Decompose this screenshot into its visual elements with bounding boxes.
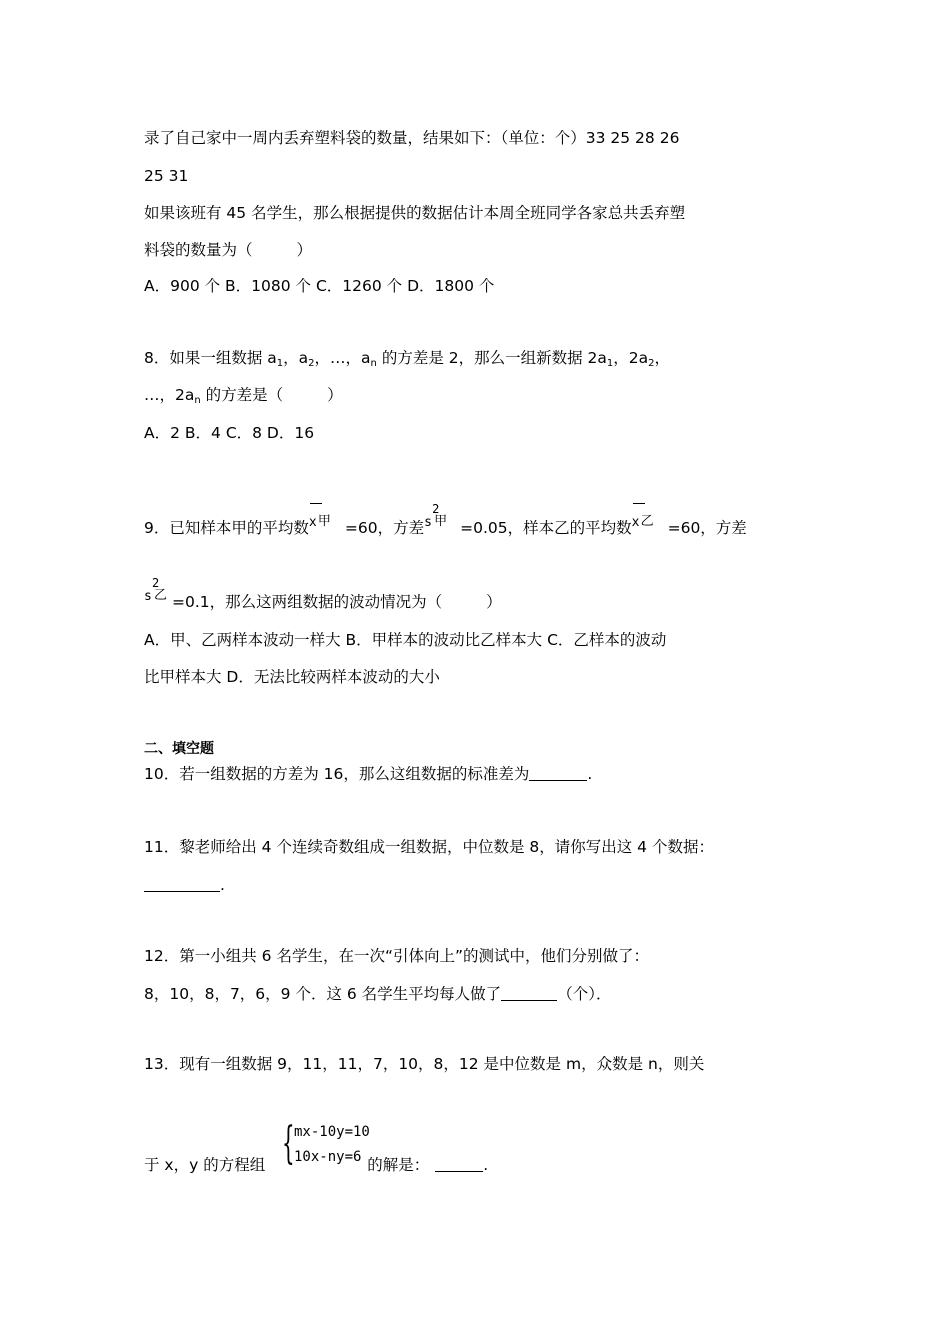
variance-s-jia-symbol [424, 502, 460, 533]
q9-text: =60，方差 [344, 519, 425, 537]
math-sup-2: 2 [152, 576, 160, 590]
equation-2: 10x-ny=6 [294, 1149, 362, 1165]
q7-line-3: 如果该班有 45 名学生，那么根据提供的数据估计本周全班同学各家总共丢弃塑 [144, 204, 686, 222]
q13-line-1: 13．现有一组数据 9，11，11，7，10，8，12 是中位数是 m，众数是 n，则关 [144, 1055, 705, 1073]
q11-line-2 [144, 875, 225, 895]
mean-x-yi-symbol [632, 513, 668, 533]
subscript: 2 [308, 358, 315, 369]
left-brace: { [282, 1118, 295, 1169]
subscript: 2 [648, 358, 655, 369]
answer-blank [529, 764, 587, 781]
q7-line-1: 录了自己家中一周内丢弃塑料袋的数量，结果如下：（单位：个）33 25 28 26 [144, 129, 680, 147]
q9-paren-close: ） [486, 593, 502, 611]
math-s: s [424, 515, 432, 530]
q8-text: ，a [283, 349, 309, 367]
q9-options-1: A．甲、乙两样本波动一样大 B．甲样本的波动比乙样本大 C．乙样本的波动 [144, 631, 667, 649]
q10-period: . [587, 765, 593, 783]
q13-text: 的解是： [367, 1156, 430, 1174]
q9-text: 9．已知样本甲的平均数 [144, 519, 309, 537]
answer-blank [435, 1155, 483, 1172]
q7-line-4 [144, 240, 312, 260]
answer-blank [501, 984, 557, 1001]
q9-text: =0.1，那么这两组数据的波动情况为（ [172, 593, 443, 611]
q9-line-2 [144, 576, 502, 612]
q8-text: ， [654, 349, 671, 367]
q8-text: 的方差是（ [200, 386, 284, 404]
math-sub-jia: 甲 [317, 514, 331, 529]
q8-text: ，2a [613, 349, 649, 367]
math-sup-2: 2 [432, 502, 440, 516]
mean-x-jia-symbol [309, 513, 345, 533]
variance-s-yi-symbol [144, 576, 172, 607]
q9-line-1 [144, 502, 747, 538]
q12-text: （个）． [557, 985, 612, 1003]
q9-options-2: 比甲样本大 D．无法比较两样本波动的大小 [144, 668, 440, 686]
math-x: x [631, 515, 640, 530]
q12-line-1: 12．第一小组共 6 名学生，在一次“引体向上”的测试中，他们分别做了： [144, 947, 650, 965]
q11-line-1: 11．黎老师给出 4 个连续奇数组成一组数据，中位数是 8，请你写出这 4 个数据： [144, 838, 714, 856]
q8-text: 的方差是 2，那么一组新数据 2a [376, 349, 607, 367]
q13-period: . [483, 1156, 489, 1174]
math-x: x [308, 515, 317, 530]
subscript: 1 [276, 358, 284, 369]
subscript: 1 [606, 358, 614, 369]
section-title-fill-in: 二、填空题 [144, 741, 214, 757]
q7-paren-close: ） [296, 241, 313, 259]
subscript: n [194, 395, 201, 406]
q12-line-2 [144, 984, 611, 1004]
math-s: s [144, 589, 152, 604]
q8-paren-close: ） [327, 386, 343, 404]
q9-text: =60，方差 [667, 519, 747, 537]
q8-options: A．2 B．4 C．8 D．16 [144, 424, 315, 442]
overline [310, 503, 322, 504]
math-sub-yi: 乙 [154, 588, 168, 603]
q7-stem-end: 料袋的数量为（ [144, 241, 253, 259]
q8-line-1 [144, 348, 670, 374]
q11-period: . [220, 876, 225, 894]
q8-text: …，2a [144, 386, 195, 404]
q9-text: =0.05，样本乙的平均数 [460, 519, 632, 537]
q8-text: ，…，a [314, 349, 371, 367]
q7-line-2: 25 31 [144, 167, 189, 185]
math-sub-jia: 甲 [434, 514, 448, 529]
equation-1: mx-10y=10 [294, 1124, 370, 1140]
overline [633, 503, 645, 504]
answer-blank [144, 875, 220, 892]
q8-line-2 [144, 385, 343, 411]
q10-line [144, 764, 592, 784]
q13-text: 于 x，y 的方程组 [144, 1156, 266, 1174]
q7-options: A．900 个 B．1080 个 C．1260 个 D．1800 个 [144, 277, 495, 295]
q8-text: 8．如果一组数据 a [144, 349, 277, 367]
subscript: n [370, 358, 377, 369]
equation-system [282, 1118, 392, 1170]
q12-text: 8，10，8，7，6，9 个．这 6 名学生平均每人做了 [144, 985, 502, 1003]
q10-text: 10．若一组数据的方差为 16，那么这组数据的标准差为 [144, 765, 530, 783]
math-sub-yi: 乙 [640, 514, 654, 529]
